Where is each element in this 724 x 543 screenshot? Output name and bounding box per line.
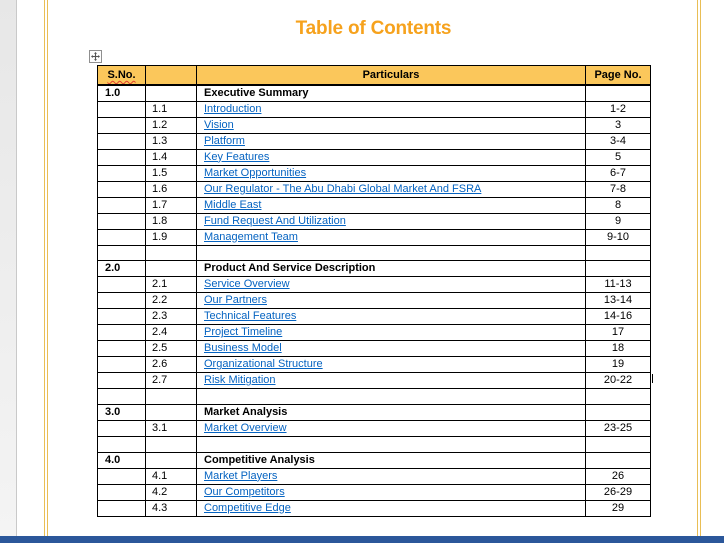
- row-section-number: 1.0: [98, 85, 146, 102]
- row-page-number: 26-29: [586, 484, 651, 500]
- row-page-number: 29: [586, 500, 651, 516]
- row-section-number: [98, 357, 146, 373]
- row-particulars: [197, 117, 586, 133]
- row-particulars: [197, 181, 586, 197]
- table-row: [98, 165, 651, 181]
- row-page-number: 6-7: [586, 165, 651, 181]
- row-page-number: 19: [586, 357, 651, 373]
- move-cross-icon: [91, 52, 100, 61]
- row-sub-number: [146, 389, 197, 405]
- row-section-number: [98, 325, 146, 341]
- row-particulars: [197, 245, 586, 261]
- toc-hyperlink[interactable]: Project Timeline: [204, 326, 283, 339]
- table-row: [98, 484, 651, 500]
- row-sub-number: 1.4: [146, 149, 197, 165]
- row-particulars: [197, 420, 586, 436]
- row-sub-number: [146, 85, 197, 102]
- row-sub-number: 2.1: [146, 277, 197, 293]
- column-header-subno: [146, 66, 197, 85]
- table-row: [98, 85, 651, 102]
- page-border-left-inner: [47, 0, 48, 543]
- row-particulars: [197, 197, 586, 213]
- table-row: [98, 293, 651, 309]
- row-sub-number: 2.3: [146, 309, 197, 325]
- row-page-number: 3-4: [586, 133, 651, 149]
- toc-hyperlink[interactable]: Key Features: [204, 150, 270, 163]
- row-page-number: 8: [586, 197, 651, 213]
- row-section-number: [98, 213, 146, 229]
- table-row: [98, 500, 651, 516]
- row-sub-number: [146, 452, 197, 468]
- row-section-number: [98, 500, 146, 516]
- row-particulars: [197, 341, 586, 357]
- row-sub-number: 4.3: [146, 500, 197, 516]
- row-page-number: 1-2: [586, 101, 651, 117]
- toc-hyperlink[interactable]: Market Opportunities: [204, 166, 307, 179]
- table-move-handle[interactable]: [89, 50, 102, 63]
- page-border-right: [700, 0, 701, 543]
- row-particulars: [197, 436, 586, 452]
- row-sub-number: 1.6: [146, 181, 197, 197]
- table-row: [98, 436, 651, 452]
- row-sub-number: [146, 261, 197, 277]
- row-page-number: [586, 245, 651, 261]
- row-particulars: [197, 293, 586, 309]
- toc-hyperlink[interactable]: Our Regulator - The Abu Dhabi Global Market And FSRA: [204, 182, 482, 195]
- table-row: [98, 277, 651, 293]
- page-title: Table of Contents: [295, 18, 452, 39]
- row-particulars: Market Analysis: [197, 404, 586, 420]
- row-section-number: [98, 468, 146, 484]
- table-row: [98, 181, 651, 197]
- row-section-number: [98, 389, 146, 405]
- table-row: [98, 404, 651, 420]
- row-section-number: [98, 181, 146, 197]
- row-particulars: [197, 357, 586, 373]
- row-section-number: 3.0: [98, 404, 146, 420]
- row-section-number: [98, 149, 146, 165]
- row-particulars: [197, 500, 586, 516]
- table-row: [98, 117, 651, 133]
- column-header-particulars: Particulars: [197, 66, 586, 85]
- table-row: [98, 133, 651, 149]
- table-row: [98, 101, 651, 117]
- row-section-number: [98, 197, 146, 213]
- table-row: [98, 357, 651, 373]
- row-section-number: [98, 341, 146, 357]
- row-particulars: [197, 149, 586, 165]
- toc-hyperlink[interactable]: Technical Features: [204, 310, 297, 323]
- row-particulars: [197, 101, 586, 117]
- row-page-number: 26: [586, 468, 651, 484]
- toc-hyperlink[interactable]: Market Players: [204, 469, 278, 482]
- row-page-number: [586, 452, 651, 468]
- table-row: [98, 341, 651, 357]
- row-section-number: [98, 101, 146, 117]
- row-sub-number: 1.7: [146, 197, 197, 213]
- row-page-number: 20-22: [586, 373, 651, 389]
- table-row: [98, 261, 651, 277]
- row-page-number: [586, 261, 651, 277]
- row-page-number: 3: [586, 117, 651, 133]
- row-section-number: [98, 117, 146, 133]
- row-sub-number: 1.8: [146, 213, 197, 229]
- table-row: [98, 452, 651, 468]
- column-header-sno: S.No.: [98, 66, 146, 85]
- row-sub-number: 1.3: [146, 133, 197, 149]
- row-particulars: [197, 373, 586, 389]
- table-row: [98, 309, 651, 325]
- row-sub-number: [146, 245, 197, 261]
- toc-hyperlink[interactable]: Vision: [204, 118, 234, 131]
- toc-hyperlink[interactable]: Competitive Edge: [204, 501, 291, 514]
- row-section-number: [98, 229, 146, 245]
- row-particulars: [197, 213, 586, 229]
- toc-hyperlink[interactable]: Market Overview: [204, 421, 287, 434]
- row-particulars: [197, 309, 586, 325]
- row-section-number: 2.0: [98, 261, 146, 277]
- row-section-number: [98, 245, 146, 261]
- row-particulars: Product And Service Description: [197, 261, 586, 277]
- status-bar-strip: [0, 536, 724, 543]
- row-sub-number: 1.5: [146, 165, 197, 181]
- table-row: [98, 229, 651, 245]
- row-page-number: 7-8: [586, 181, 651, 197]
- row-page-number: 9-10: [586, 229, 651, 245]
- row-section-number: [98, 484, 146, 500]
- row-particulars: [197, 484, 586, 500]
- row-section-number: [98, 133, 146, 149]
- row-page-number: 18: [586, 341, 651, 357]
- table-of-contents: [97, 65, 651, 517]
- row-section-number: 4.0: [98, 452, 146, 468]
- row-sub-number: 1.9: [146, 229, 197, 245]
- table-row: [98, 149, 651, 165]
- row-sub-number: 2.6: [146, 357, 197, 373]
- row-section-number: [98, 309, 146, 325]
- toc-hyperlink[interactable]: Fund Request And Utilization: [204, 214, 346, 227]
- table-row: [98, 213, 651, 229]
- table-row: [98, 389, 651, 405]
- row-page-number: 23-25: [586, 420, 651, 436]
- row-page-number: [586, 404, 651, 420]
- row-sub-number: 3.1: [146, 420, 197, 436]
- toc-hyperlink[interactable]: Our Partners: [204, 294, 267, 307]
- row-section-number: [98, 165, 146, 181]
- row-sub-number: 4.2: [146, 484, 197, 500]
- table-row: [98, 420, 651, 436]
- toc-table-body: [98, 85, 651, 517]
- row-particulars: [197, 277, 586, 293]
- text-cursor: [652, 374, 653, 383]
- table-row: [98, 325, 651, 341]
- row-page-number: 17: [586, 325, 651, 341]
- row-sub-number: [146, 436, 197, 452]
- row-sub-number: 2.4: [146, 325, 197, 341]
- row-page-number: 14-16: [586, 309, 651, 325]
- table-header-row: [98, 66, 651, 85]
- row-section-number: [98, 436, 146, 452]
- row-particulars: [197, 389, 586, 405]
- row-sub-number: 1.1: [146, 101, 197, 117]
- row-particulars: Executive Summary: [197, 85, 586, 102]
- row-page-number: 9: [586, 213, 651, 229]
- row-page-number: 5: [586, 149, 651, 165]
- row-page-number: [586, 389, 651, 405]
- table-row: [98, 373, 651, 389]
- row-particulars: Competitive Analysis: [197, 452, 586, 468]
- row-section-number: [98, 277, 146, 293]
- toc-hyperlink[interactable]: Our Competitors: [204, 485, 285, 498]
- toc-hyperlink[interactable]: Business Model: [204, 342, 282, 355]
- row-sub-number: 2.7: [146, 373, 197, 389]
- row-particulars: [197, 325, 586, 341]
- row-sub-number: 2.2: [146, 293, 197, 309]
- toc-hyperlink[interactable]: Middle East: [204, 198, 262, 211]
- row-particulars: [197, 468, 586, 484]
- row-sub-number: 4.1: [146, 468, 197, 484]
- toc-hyperlink[interactable]: Service Overview: [204, 278, 290, 291]
- toc-hyperlink[interactable]: Organizational Structure: [204, 358, 323, 371]
- toc-hyperlink[interactable]: Platform: [204, 134, 245, 147]
- row-section-number: [98, 293, 146, 309]
- row-page-number: [586, 85, 651, 102]
- toc-hyperlink[interactable]: Management Team: [204, 230, 298, 243]
- toc-hyperlink[interactable]: Introduction: [204, 102, 262, 115]
- row-page-number: [586, 436, 651, 452]
- toc-hyperlink[interactable]: Risk Mitigation: [204, 374, 276, 387]
- row-sub-number: [146, 404, 197, 420]
- row-sub-number: 1.2: [146, 117, 197, 133]
- row-page-number: 13-14: [586, 293, 651, 309]
- page-border-right-inner: [697, 0, 698, 543]
- table-row: [98, 197, 651, 213]
- row-particulars: [197, 229, 586, 245]
- row-particulars: [197, 165, 586, 181]
- table-row: [98, 245, 651, 261]
- editor-canvas-margin: [0, 0, 17, 543]
- column-header-pageno: Page No.: [586, 66, 651, 85]
- row-section-number: [98, 373, 146, 389]
- row-section-number: [98, 420, 146, 436]
- page-border-left: [44, 0, 45, 543]
- row-sub-number: 2.5: [146, 341, 197, 357]
- row-page-number: 11-13: [586, 277, 651, 293]
- table-row: [98, 468, 651, 484]
- row-particulars: [197, 133, 586, 149]
